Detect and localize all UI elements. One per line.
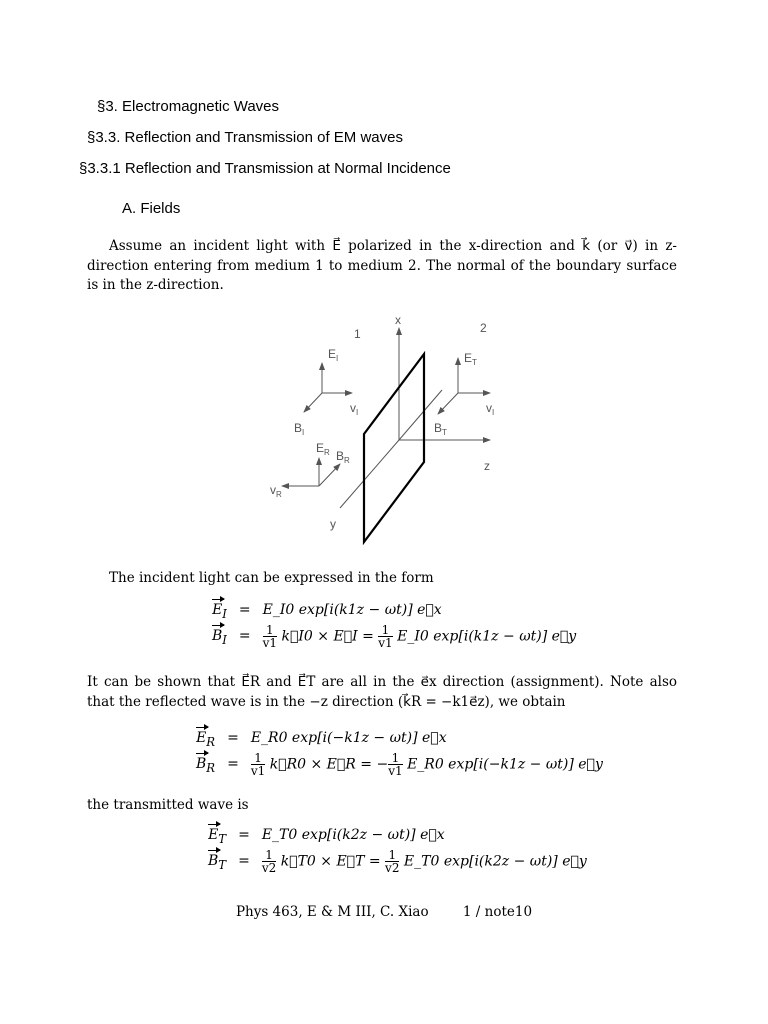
B-reflected-label: $B_R$ [336, 449, 350, 465]
B-transmitted-arrow [438, 393, 458, 414]
transmitted-text: the transmitted wave is [87, 797, 249, 813]
v-incident-label: $v_I$ [350, 401, 359, 417]
reflected-E-equation: $E_R$ = E_R0 exp[i(−k1z − ωt)] e⃗x [190, 725, 609, 751]
transmitted-E-equation: $E_T$ = E_T0 exp[i(k2z − ωt)] e⃗x [202, 822, 593, 848]
reflected-B-equation: $B_R$ = $\frac{1}{v1}$ k⃗R0 × E⃗R = − $\frac{1}{v1}$ E_R0 exp[i(−k1z − ωt)] e⃗y [196, 750, 603, 778]
chapter-heading: §3. Electromagnetic Waves [97, 98, 280, 115]
y-axis [340, 440, 399, 508]
B-reflected-arrow [319, 464, 340, 486]
transmitted-equations [202, 822, 593, 874]
E-reflected-label: $E_R$ [316, 441, 330, 457]
B-transmitted-label: $B_T$ [434, 421, 447, 437]
v-reflected-label: $v_R$ [270, 483, 282, 499]
E-transmitted-label: $E_T$ [464, 351, 477, 367]
y-axis-label: y [330, 517, 336, 531]
incident-equations [206, 597, 582, 649]
section-heading: §3.3. Reflection and Transmission of EM waves [87, 129, 403, 146]
transmitted-B-equation: $B_T$ = $\frac{1}{v2}$ k⃗T0 × E⃗T = $\frac{1}{v2}$ E_T0 exp[i(k2z − ωt)] e⃗y [208, 847, 587, 875]
v-transmitted-label: $v_I$ [486, 401, 495, 417]
page-footer: Phys 463, E & M III, C. Xiao 1 / note10 [235, 904, 533, 920]
reflected-equations [190, 725, 609, 777]
shown-that-paragraph: It can be shown that E⃗R and E⃗T are all in the e⃗x direction (assignment). Note also that the reflected wave is in the −z direction (k⃗R = −k1e⃗z), we obtain [87, 674, 677, 710]
B-incident-arrow [304, 393, 322, 412]
z-axis-label: z [484, 459, 490, 473]
intro-paragraph: Assume an incident light with E⃗ polarized in the x-direction and k⃗ (or v⃗) in z-direction entering from medium 1 to medium 2. The normal of the boundary surface is in the z-direction. [87, 238, 677, 293]
reflection-diagram [262, 308, 512, 546]
E-incident-label: $E_I$ [328, 347, 339, 363]
subsection-heading: §3.3.1 Reflection and Transmission at Normal Incidence [79, 160, 451, 177]
incident-E-equation: $E_I$ = E_I0 exp[i(k1z − ωt)] e⃗x [206, 597, 582, 623]
boundary-plane [364, 354, 424, 542]
incident-B-equation: $B_I$ = $\frac{1}{v1}$ k⃗I0 × E⃗I = $\frac{1}{v1}$ E_I0 exp[i(k1z − ωt)] e⃗y [212, 622, 577, 650]
medium2-label: 2 [480, 321, 487, 335]
part-heading: A. Fields [122, 200, 181, 217]
B-incident-label: $B_I$ [294, 421, 305, 437]
incident-form-text: The incident light can be expressed in the form [109, 570, 434, 586]
x-axis-label: x [395, 313, 401, 327]
medium1-label: 1 [354, 327, 361, 341]
